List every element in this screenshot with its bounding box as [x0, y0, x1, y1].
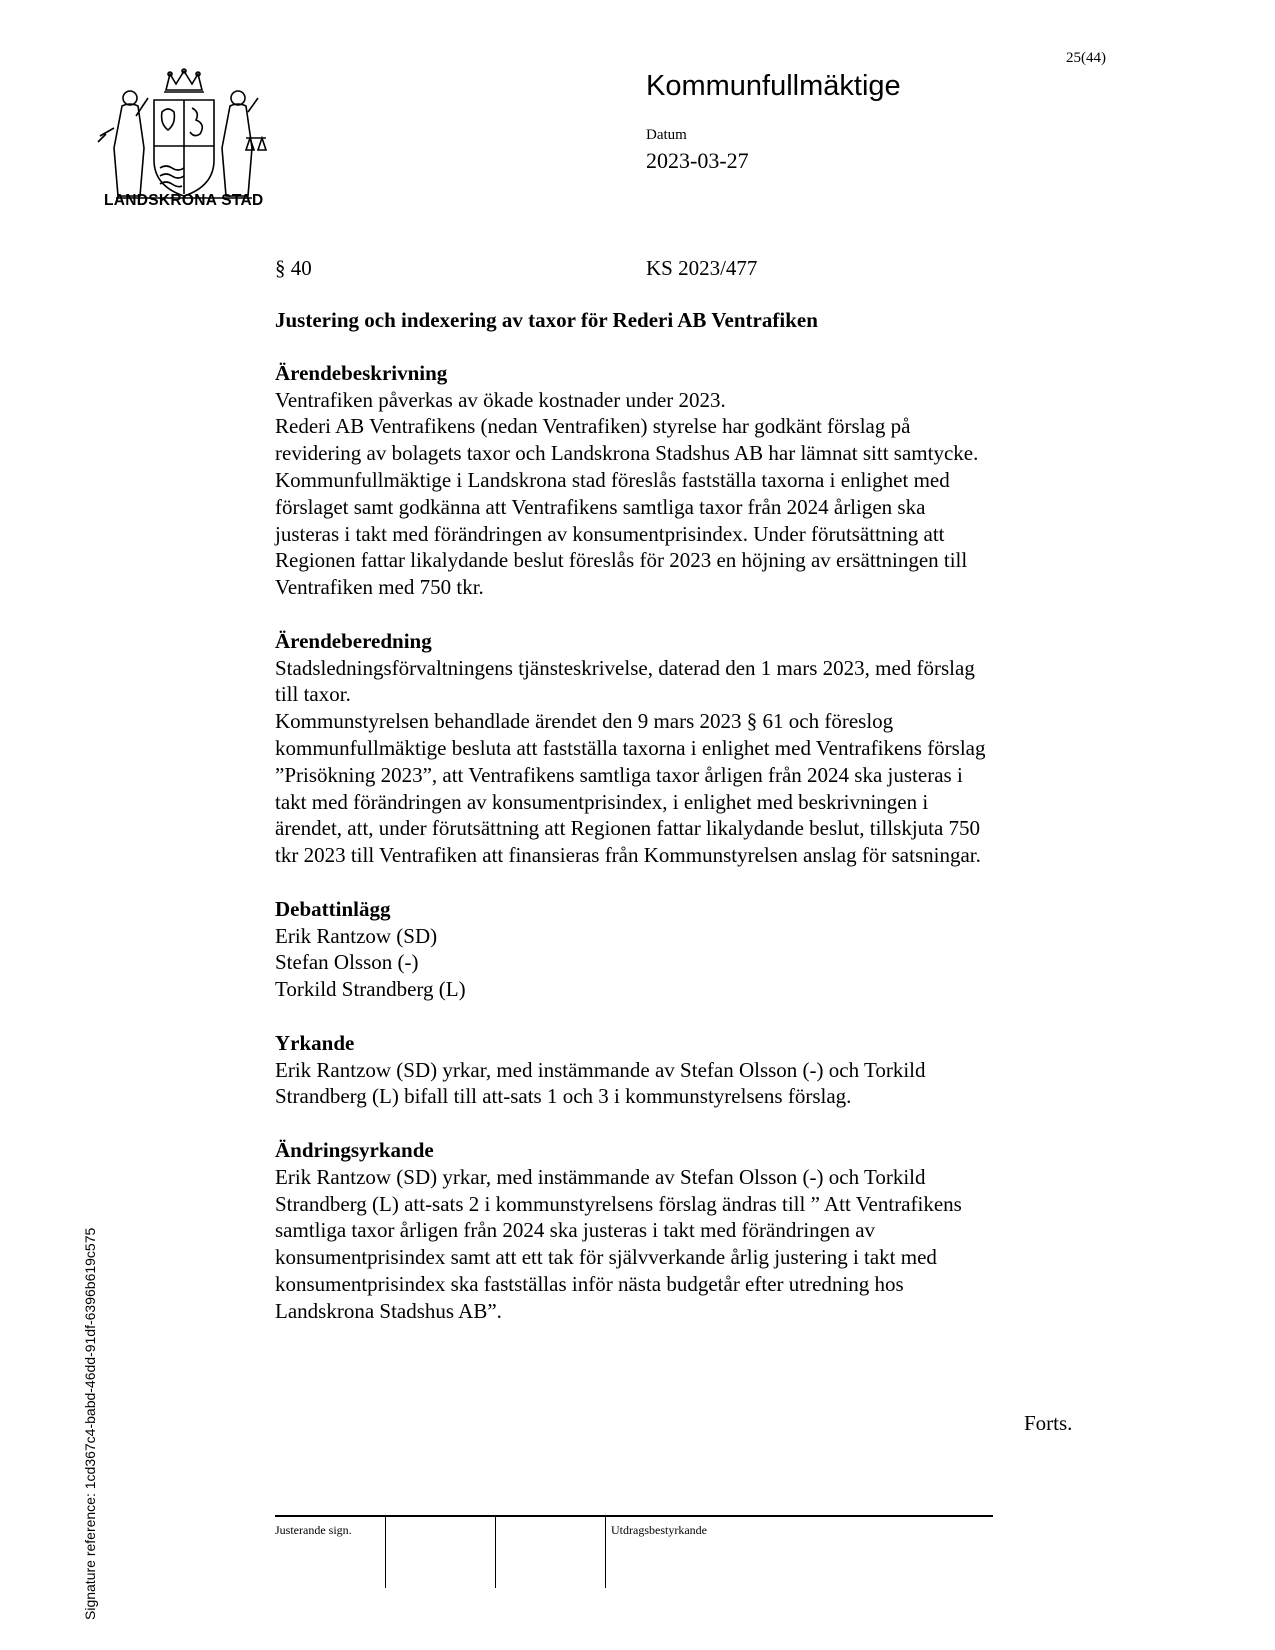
section-text-line: Stadsledningsförvaltningens tjänsteskrivelse, daterad den 1 mars 2023, med förslag [275, 655, 975, 680]
signature-reference: Signature reference: 1cd367c4-babd-46dd-91df-6396b619c575 [82, 1227, 98, 1620]
section-text-line: konsumentprisindex ska fastställas inför nästa budgetår efter utredning hos [275, 1271, 904, 1296]
section-heading: Debattinlägg [275, 896, 391, 921]
section-text-line: Strandberg (L) att-sats 2 i kommunstyrelsens förslag ändras till ” Att Ventrafikens [275, 1191, 962, 1216]
case-number: KS 2023/477 [646, 256, 758, 280]
section-text-line: till taxor. [275, 682, 351, 707]
section [275, 896, 1095, 1003]
section-text-line: Ventrafiken påverkas av ökade kostnader under 2023. [275, 387, 726, 412]
footer-divider [495, 1515, 496, 1588]
section-text-line: Kommunfullmäktige i Landskrona stad föreslås fastställa taxorna i enlighet med [275, 467, 950, 492]
section-text-line: Torkild Strandberg (L) [275, 977, 466, 1002]
section [275, 1030, 1095, 1110]
page-number: 25(44) [1066, 50, 1106, 66]
section-text-line: Rederi AB Ventrafikens (nedan Ventrafiken) styrelse har godkänt förslag på [275, 414, 911, 439]
section-text-line: justeras i takt med förändringen av konsumentprisindex. Under förutsättning att [275, 521, 945, 546]
section-heading: Ärendeberedning [275, 628, 432, 653]
section-heading: Yrkande [275, 1030, 355, 1055]
justerande-sign-label: Justerande sign. [275, 1523, 352, 1537]
section-text-line: Strandberg (L) bifall till att-sats 1 och 3 i kommunstyrelsens förslag. [275, 1084, 852, 1109]
section-text-line: Ventrafiken med 750 tkr. [275, 575, 484, 600]
signature-footer-table [275, 1515, 993, 1588]
matter-title: Justering och indexering av taxor för Rederi AB Ventrafiken [275, 308, 818, 332]
date-label: Datum [646, 127, 687, 143]
section-text-line: konsumentprisindex samt att ett tak för självverkande årlig justering i takt med [275, 1245, 937, 1270]
section-text-line: Stefan Olsson (-) [275, 950, 419, 975]
document-title: Kommunfullmäktige [646, 70, 901, 102]
section-text-line: Erik Rantzow (SD) [275, 923, 438, 948]
footer-divider [385, 1515, 386, 1588]
section-text-line: takt med förändringen av konsumentprisindex, i enlighet med beskrivningen i [275, 789, 929, 814]
paragraph-number: § 40 [275, 256, 312, 280]
section-text-line: samtliga taxor årligen från 2024 ska justeras i takt med förändringen av [275, 1218, 876, 1243]
section-text-line: Regionen fattar likalydande beslut föreslås för 2023 en höjning av ersättningen till [275, 548, 968, 573]
section [275, 360, 1095, 601]
logo-text: LANDSKRONA STAD [104, 192, 264, 209]
section-text-line: Landskrona Stadshus AB”. [275, 1298, 502, 1323]
section-text-line: Erik Rantzow (SD) yrkar, med instämmande av Stefan Olsson (-) och Torkild [275, 1057, 926, 1082]
utdragsbestyrkande-label: Utdragsbestyrkande [611, 1523, 707, 1537]
section [275, 1137, 1095, 1325]
sections [275, 360, 1095, 1325]
section-text-line: revidering av bolagets taxor och Landskrona Stadshus AB har lämnat sitt samtycke. [275, 441, 979, 466]
section-text-line: förslaget samt godkänna att Ventrafikens samtliga taxor från 2024 årligen ska [275, 494, 926, 519]
footer-divider [605, 1515, 606, 1588]
section-text-line: Kommunstyrelsen behandlade ärendet den 9 mars 2023 § 61 och föreslog [275, 709, 894, 734]
continuation-note: Forts. [1024, 1411, 1073, 1435]
document-body [275, 307, 1095, 1351]
section-heading: Ändringsyrkande [275, 1137, 434, 1162]
section [275, 628, 1095, 869]
section-text-line: Erik Rantzow (SD) yrkar, med instämmande av Stefan Olsson (-) och Torkild [275, 1164, 926, 1189]
section-text-line: ärendet, att, under förutsättning att Regionen fattar likalydande beslut, tillskjuta 750 [275, 816, 981, 841]
section-text-line: kommunfullmäktige besluta att fastställa taxorna i enlighet med Ventrafikens förslag [275, 735, 986, 760]
date-value: 2023-03-27 [646, 148, 749, 173]
section-text-line: tkr 2023 till Ventrafiken att finansieras från Kommunstyrelsen anslag för satsningar. [275, 843, 981, 868]
section-text-line: ”Prisökning 2023”, att Ventrafikens samtliga taxor årligen från 2024 ska justeras i [275, 762, 963, 787]
footer-top-rule [275, 1515, 993, 1517]
section-heading: Ärendebeskrivning [275, 360, 448, 385]
